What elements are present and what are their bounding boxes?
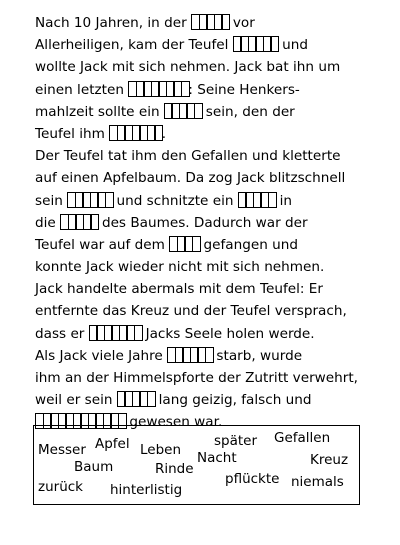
text-segment: sein, den der <box>205 103 295 120</box>
story-line <box>35 345 385 367</box>
story-line <box>35 300 385 322</box>
answer-gap[interactable] <box>128 81 188 97</box>
word-bank <box>33 425 360 505</box>
text-segment: lang geizig, falsch und <box>158 392 312 409</box>
word-leben[interactable]: Leben <box>140 442 182 458</box>
text-segment: : Seine Henkers- <box>188 81 300 98</box>
text-segment: und <box>282 37 308 54</box>
story-line <box>35 190 385 212</box>
text-segment: . <box>161 125 167 142</box>
story-line <box>35 212 385 234</box>
text-segment: mahlzeit sollte ein <box>35 103 160 120</box>
story-line <box>35 34 385 56</box>
text-segment: vor <box>232 15 255 31</box>
text-segment: konnte Jack wieder nicht mit sich nehmen. <box>35 259 325 276</box>
answer-gap[interactable] <box>60 214 98 230</box>
text-segment: Als Jack viele Jahre <box>35 347 163 364</box>
story-text <box>35 12 385 434</box>
answer-gap[interactable] <box>167 347 212 363</box>
text-segment: entfernte das Kreuz und der Teufel versprach, <box>35 303 347 320</box>
text-segment: dass er <box>35 325 85 342</box>
answer-gap[interactable] <box>89 325 142 341</box>
word-rinde[interactable]: Rinde <box>155 461 194 477</box>
word-messer[interactable]: Messer <box>38 442 86 458</box>
answer-gap[interactable] <box>233 36 278 52</box>
letter-box <box>270 36 279 52</box>
story-line <box>35 79 385 101</box>
letter-box <box>221 14 230 30</box>
word-kreuz[interactable]: Kreuz <box>310 452 349 468</box>
text-segment: die <box>35 214 56 231</box>
text-segment: und schnitzte ein <box>116 192 234 209</box>
text-segment: gewesen war. <box>129 414 223 431</box>
answer-gap[interactable] <box>109 125 162 141</box>
story-line <box>35 56 385 78</box>
text-segment: weil er sein <box>35 392 113 409</box>
story-line <box>35 367 385 389</box>
text-segment: gefangen und <box>203 236 299 253</box>
text-segment: Allerheiligen, kam der Teufel <box>35 37 229 54</box>
letter-box <box>134 325 143 341</box>
story-line <box>35 256 385 278</box>
story-line <box>35 234 385 256</box>
text-segment: starb, wurde <box>216 347 303 364</box>
letter-box <box>205 347 214 363</box>
answer-gap[interactable] <box>67 192 112 208</box>
word-baum[interactable]: Baum <box>74 459 114 475</box>
answer-gap[interactable] <box>117 391 155 407</box>
story-line <box>35 123 385 145</box>
word-hinterlistig[interactable]: hinterlistig <box>110 482 183 498</box>
story-line <box>35 389 385 411</box>
word-zurueck[interactable]: zurück <box>38 479 83 495</box>
letter-box <box>105 192 114 208</box>
word-gefallen[interactable]: Gefallen <box>274 430 331 446</box>
story-line <box>35 323 385 345</box>
text-segment: ihm an der Himmelspforte der Zutritt verwehrt, <box>35 370 359 386</box>
story-line <box>35 101 385 123</box>
letter-box <box>192 236 201 252</box>
text-segment: Teufel ihm <box>35 125 105 142</box>
text-segment: Jacks Seele holen werde. <box>145 325 315 342</box>
letter-box <box>147 391 156 407</box>
word-nacht[interactable]: Nacht <box>197 450 237 466</box>
word-niemals[interactable]: niemals <box>291 474 344 490</box>
letter-box <box>90 214 99 230</box>
word-apfel[interactable]: Apfel <box>95 436 130 452</box>
answer-gap[interactable] <box>238 192 276 208</box>
word-spaeter[interactable]: später <box>214 433 258 449</box>
story-line <box>35 167 385 189</box>
answer-gap[interactable] <box>169 236 199 252</box>
letter-box <box>268 192 277 208</box>
text-segment: des Baumes. Dadurch war der <box>101 214 308 231</box>
text-segment: Teufel war auf dem <box>35 236 165 253</box>
text-segment: Jack handelte abermals mit dem Teufel: Er <box>35 281 323 298</box>
answer-gap[interactable] <box>191 14 229 30</box>
word-pflueckte[interactable]: pflückte <box>225 471 280 487</box>
text-segment: in <box>279 192 293 209</box>
text-segment: Nach 10 Jahren, in der <box>35 15 187 31</box>
text-segment: Der Teufel tat ihm den Gefallen und kletterte <box>35 148 341 165</box>
letter-box <box>194 103 203 119</box>
text-segment: auf einen Apfelbaum. Da zog Jack blitzschnell <box>35 170 346 187</box>
story-line <box>35 12 385 34</box>
story-line <box>35 278 385 300</box>
text-segment: einen letzten <box>35 81 124 98</box>
text-segment: wollte Jack mit sich nehmen. Jack bat ihn um <box>35 59 341 76</box>
text-segment: sein <box>35 192 63 209</box>
answer-gap[interactable] <box>164 103 202 119</box>
story-line <box>35 145 385 167</box>
